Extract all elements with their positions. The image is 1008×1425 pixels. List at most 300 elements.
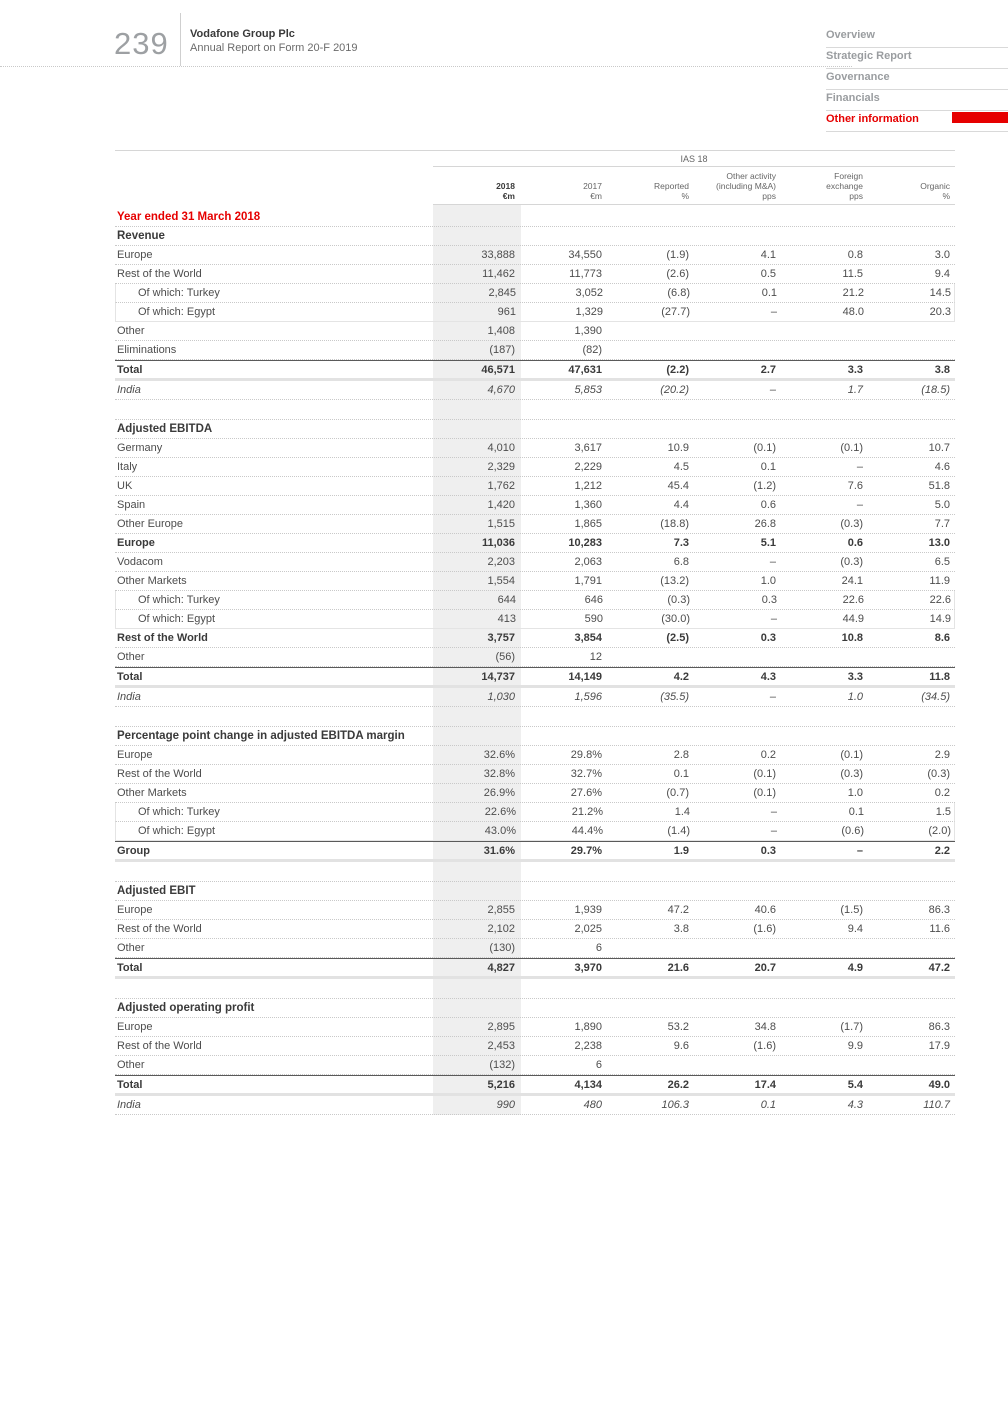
cell: 0.1 — [761, 287, 777, 299]
row-label: Revenue — [117, 230, 165, 242]
cell: 14,737 — [481, 670, 515, 683]
row-label: Europe — [117, 537, 155, 549]
cell: (0.3) — [927, 768, 950, 780]
row-label: Of which: Egypt — [138, 825, 216, 837]
cell: 26.8 — [754, 518, 776, 530]
row-label: Total — [117, 1078, 143, 1091]
row-label: Other Markets — [117, 787, 187, 799]
cell: (34.5) — [921, 691, 950, 703]
cell: (2.5) — [666, 632, 689, 644]
column-header: Reported % — [654, 181, 689, 201]
cell: 3,854 — [574, 632, 602, 644]
cell: (0.6) — [841, 825, 864, 837]
table-row — [115, 1096, 955, 1115]
row-label: India — [117, 384, 141, 396]
table-row — [115, 208, 955, 227]
cell: 21.2 — [842, 287, 864, 299]
table-row — [115, 822, 955, 841]
cell: (1.4) — [667, 825, 690, 837]
cell: 48.0 — [842, 306, 864, 318]
cell: 11.5 — [842, 268, 863, 280]
table-row — [115, 458, 955, 477]
cell: (56) — [495, 651, 515, 663]
cell: 2,238 — [574, 1040, 602, 1052]
nav-item-strategic-report[interactable]: Strategic Report — [826, 48, 1008, 69]
cell: 2.2 — [934, 844, 950, 857]
cell: 1,554 — [487, 575, 515, 587]
row-label: Percentage point change in adjusted EBITDA margin — [117, 730, 405, 742]
cell: 44.9 — [842, 613, 864, 625]
cell: – — [769, 384, 776, 396]
cell: 0.1 — [673, 768, 689, 780]
nav-item-financials[interactable]: Financials — [826, 90, 1008, 111]
cell: 3.0 — [934, 249, 950, 261]
cell: 1.4 — [674, 806, 690, 818]
cell: – — [856, 844, 863, 857]
row-label: Rest of the World — [117, 268, 202, 280]
row-label: Rest of the World — [117, 923, 202, 935]
table-section — [115, 881, 955, 979]
cell: 21.6 — [667, 961, 689, 974]
cell: 40.6 — [754, 904, 776, 916]
row-label: Vodacom — [117, 556, 163, 568]
cell: 11.9 — [929, 575, 950, 587]
row-label: Germany — [117, 442, 163, 454]
cell: 10.7 — [928, 442, 950, 454]
cell: 990 — [496, 1099, 515, 1111]
financial-table — [115, 150, 955, 1115]
cell: 6.8 — [673, 556, 689, 568]
table-section — [115, 208, 955, 400]
cell: 4.3 — [847, 1099, 863, 1111]
row-label: Europe — [117, 749, 153, 761]
cell: – — [769, 691, 776, 703]
cell: 2.8 — [673, 749, 689, 761]
cell: 24.1 — [841, 575, 863, 587]
row-label: Total — [117, 363, 143, 376]
cell: 0.3 — [760, 632, 776, 644]
cell: 1,890 — [574, 1021, 602, 1033]
cell: 480 — [583, 1099, 602, 1111]
table-row — [115, 227, 955, 246]
active-section-marker — [952, 112, 1008, 123]
cell: (0.1) — [840, 442, 863, 454]
cell: 1,329 — [575, 306, 603, 318]
cell: 33,888 — [481, 249, 515, 261]
cell: 9.6 — [673, 1040, 689, 1052]
cell: (132) — [489, 1059, 515, 1071]
cell: 45.4 — [667, 480, 689, 492]
cell: 2,895 — [487, 1021, 515, 1033]
table-row — [115, 477, 955, 496]
cell: 6 — [595, 1059, 602, 1071]
cell: 29.7% — [570, 844, 602, 857]
table-row — [115, 534, 955, 553]
cell: 32.8% — [483, 768, 515, 780]
cell: 0.5 — [760, 268, 776, 280]
cell: (20.2) — [660, 384, 689, 396]
cell: 51.8 — [928, 480, 950, 492]
cell: 31.6% — [483, 844, 515, 857]
row-label: Of which: Turkey — [138, 287, 220, 299]
nav-item-other-information[interactable]: Other information — [826, 111, 1008, 132]
cell: 20.3 — [929, 306, 951, 318]
cell: 3,617 — [574, 442, 602, 454]
cell: 7.6 — [847, 480, 863, 492]
cell: 4.3 — [760, 670, 776, 683]
cell: (18.5) — [921, 384, 950, 396]
row-label: Of which: Turkey — [138, 806, 220, 818]
cell: (18.8) — [660, 518, 689, 530]
row-label: Adjusted EBIT — [117, 885, 196, 897]
row-label: Other — [117, 1059, 145, 1071]
cell: 14.9 — [929, 613, 951, 625]
cell: 646 — [584, 594, 603, 606]
brand-block — [190, 28, 358, 55]
row-label: Group — [117, 844, 150, 857]
cell: 17.4 — [754, 1078, 776, 1091]
cell: 4,670 — [487, 384, 515, 396]
cell: (1.6) — [753, 923, 776, 935]
cell: 4,134 — [574, 1078, 602, 1091]
cell: 1.0 — [847, 691, 863, 703]
row-label: Rest of the World — [117, 768, 202, 780]
table-row — [115, 667, 955, 688]
cell: 5,216 — [487, 1078, 515, 1091]
cell: 1,360 — [574, 499, 602, 511]
table-row — [115, 939, 955, 958]
cell: 9.9 — [847, 1040, 863, 1052]
cell: 10,283 — [568, 537, 602, 549]
table-row — [115, 688, 955, 707]
cell: 2,025 — [574, 923, 602, 935]
table-row — [115, 999, 955, 1018]
table-row — [115, 746, 955, 765]
cell: 4.5 — [673, 461, 689, 473]
cell: 4.1 — [760, 249, 776, 261]
cell: 11,773 — [569, 268, 602, 280]
row-label: Europe — [117, 1021, 153, 1033]
cell: (27.7) — [661, 306, 690, 318]
cell: 0.6 — [760, 499, 776, 511]
table-row — [115, 420, 955, 439]
table-body — [115, 205, 955, 1115]
cell: 47,631 — [568, 363, 602, 376]
cell: 110.7 — [923, 1099, 950, 1111]
cell: (82) — [582, 344, 602, 356]
cell: 0.3 — [760, 844, 776, 857]
cell: 2,229 — [574, 461, 602, 473]
table-section — [115, 998, 955, 1115]
table-row — [115, 1037, 955, 1056]
cell: (1.9) — [666, 249, 689, 261]
cell: 10.8 — [841, 632, 863, 644]
cell: 27.6% — [570, 787, 602, 799]
column-header: 2017 €m — [583, 181, 602, 201]
cell: 47.2 — [928, 961, 950, 974]
cell: 2,845 — [488, 287, 516, 299]
row-label: Other Europe — [117, 518, 184, 530]
row-label: Other — [117, 942, 145, 954]
row-label: UK — [117, 480, 133, 492]
cell: – — [856, 461, 863, 473]
table-row — [115, 284, 955, 303]
cell: 3,052 — [575, 287, 603, 299]
cell: 1,390 — [574, 325, 602, 337]
cell: 1,939 — [574, 904, 602, 916]
row-label: Europe — [117, 249, 153, 261]
table-row — [115, 265, 955, 284]
row-label: India — [117, 691, 141, 703]
cell: 12 — [589, 651, 602, 663]
cell: (1.5) — [840, 904, 863, 916]
cell: 43.0% — [484, 825, 516, 837]
cell: (187) — [489, 344, 515, 356]
row-label: Other — [117, 651, 145, 663]
cell: 1,408 — [487, 325, 515, 337]
cell: (0.1) — [753, 787, 776, 799]
cell: 9.4 — [847, 923, 863, 935]
cell: 0.6 — [847, 537, 863, 549]
table-row — [115, 901, 955, 920]
cell: 22.6% — [484, 806, 516, 818]
table-row — [115, 727, 955, 746]
cell: (2.2) — [666, 363, 689, 376]
cell: (130) — [489, 942, 515, 954]
cell: 29.8% — [570, 749, 602, 761]
cell: 1.0 — [760, 575, 776, 587]
table-row — [115, 496, 955, 515]
cell: 49.0 — [928, 1078, 950, 1091]
table-row — [115, 381, 955, 400]
cell: 961 — [497, 306, 516, 318]
cell: 21.2% — [571, 806, 603, 818]
column-headers — [433, 167, 955, 205]
column-header: Foreign exchange pps — [826, 171, 863, 201]
column-header: Other activity (including M&A) pps — [716, 171, 776, 201]
row-label: Rest of the World — [117, 1040, 202, 1052]
cell: 20.7 — [754, 961, 776, 974]
table-row — [115, 1018, 955, 1037]
cell: (35.5) — [660, 691, 689, 703]
cell: (30.0) — [661, 613, 690, 625]
cell: 7.7 — [934, 518, 950, 530]
cell: 2,855 — [487, 904, 515, 916]
header-divider — [180, 13, 181, 66]
table-section — [115, 726, 955, 862]
cell: 86.3 — [928, 904, 950, 916]
cell: 0.3 — [761, 594, 777, 606]
column-header: 2018 €m — [496, 181, 515, 201]
cell: 1,420 — [487, 499, 515, 511]
table-row — [115, 920, 955, 939]
cell: 0.1 — [760, 1099, 776, 1111]
cell: 32.7% — [570, 768, 602, 780]
brand-title: Vodafone Group Plc — [190, 28, 295, 40]
cell: (13.2) — [660, 575, 689, 587]
cell: 2.7 — [760, 363, 776, 376]
table-row — [115, 341, 955, 360]
cell: – — [770, 825, 777, 837]
row-label: Eliminations — [117, 344, 177, 356]
cell: – — [856, 499, 863, 511]
cell: 3.8 — [934, 363, 950, 376]
row-label: Adjusted operating profit — [117, 1002, 255, 1014]
cell: 590 — [584, 613, 603, 625]
cell: 106.3 — [661, 1099, 689, 1111]
cell: 644 — [497, 594, 516, 606]
row-label: Year ended 31 March 2018 — [117, 211, 261, 223]
cell: 11.6 — [929, 923, 950, 935]
cell: – — [770, 806, 777, 818]
table-row — [115, 1056, 955, 1075]
cell: 2,203 — [487, 556, 515, 568]
row-label: India — [117, 1099, 141, 1111]
table-row — [115, 784, 955, 803]
brand-subtitle: Annual Report on Form 20-F 2019 — [190, 42, 358, 54]
cell: 2,329 — [487, 461, 515, 473]
row-label: Other Markets — [117, 575, 187, 587]
row-label: Of which: Egypt — [138, 306, 216, 318]
cell: 9.4 — [934, 268, 950, 280]
table-row — [115, 553, 955, 572]
table-row — [115, 958, 955, 979]
cell: 14,149 — [568, 670, 602, 683]
cell: 32.6% — [483, 749, 515, 761]
cell: (0.7) — [666, 787, 689, 799]
header-rule — [0, 66, 852, 67]
cell: 1.0 — [847, 787, 863, 799]
table-row — [115, 1075, 955, 1096]
cell: 1,030 — [487, 691, 515, 703]
cell: 26.2 — [667, 1078, 689, 1091]
cell: 47.2 — [667, 904, 689, 916]
row-label: Total — [117, 670, 143, 683]
cell: (2.0) — [928, 825, 951, 837]
cell: 4,827 — [487, 961, 515, 974]
cell: 2,453 — [487, 1040, 515, 1052]
cell: 1.7 — [847, 384, 863, 396]
cell: 4,010 — [487, 442, 515, 454]
cell: 86.3 — [928, 1021, 950, 1033]
cell: (0.1) — [753, 768, 776, 780]
ias-group-header: IAS 18 — [433, 151, 955, 167]
cell: 1,596 — [574, 691, 602, 703]
cell: 3.3 — [847, 363, 863, 376]
cell: 1,762 — [487, 480, 515, 492]
cell: 1.9 — [673, 844, 689, 857]
cell: (0.3) — [840, 518, 863, 530]
cell: 22.6 — [929, 594, 951, 606]
table-row — [115, 515, 955, 534]
cell: (0.1) — [840, 749, 863, 761]
table-row — [115, 629, 955, 648]
cell: – — [770, 613, 777, 625]
cell: 8.6 — [934, 632, 950, 644]
cell: 22.6 — [842, 594, 864, 606]
cell: (0.3) — [667, 594, 690, 606]
cell: 2,102 — [487, 923, 515, 935]
cell: (0.3) — [840, 768, 863, 780]
cell: 46,571 — [481, 363, 515, 376]
cell: 6 — [595, 942, 602, 954]
cell: 26.9% — [483, 787, 515, 799]
row-label: Spain — [117, 499, 146, 511]
cell: 4.6 — [934, 461, 950, 473]
cell: 6.5 — [934, 556, 950, 568]
cell: 34,550 — [568, 249, 602, 261]
cell: 3,757 — [487, 632, 515, 644]
table-row — [115, 610, 955, 629]
table-row — [115, 648, 955, 667]
table-row — [115, 439, 955, 458]
cell: (1.2) — [753, 480, 776, 492]
cell: 5.0 — [934, 499, 950, 511]
cell: 44.4% — [571, 825, 603, 837]
row-label: Europe — [117, 904, 153, 916]
nav-item-governance[interactable]: Governance — [826, 69, 1008, 90]
cell: 1,791 — [574, 575, 602, 587]
row-label: Other — [117, 325, 145, 337]
cell: 3,970 — [574, 961, 602, 974]
row-label: Italy — [117, 461, 138, 473]
cell: 2.9 — [934, 749, 950, 761]
table-row — [115, 591, 955, 610]
table-row — [115, 841, 955, 862]
cell: (0.1) — [753, 442, 776, 454]
cell: 34.8 — [754, 1021, 776, 1033]
cell: 14.5 — [929, 287, 951, 299]
cell: 53.2 — [667, 1021, 689, 1033]
cell: (6.8) — [667, 287, 690, 299]
cell: 3.8 — [673, 923, 689, 935]
cell: 5.4 — [847, 1078, 863, 1091]
cell: 11.8 — [929, 670, 950, 683]
cell: 5.1 — [760, 537, 776, 549]
nav-item-overview[interactable]: Overview — [826, 27, 1008, 48]
cell: (0.3) — [840, 556, 863, 568]
cell: 0.1 — [848, 806, 864, 818]
page-number: 239 — [114, 26, 169, 61]
cell: 0.2 — [760, 749, 776, 761]
row-label: Of which: Turkey — [138, 594, 220, 606]
cell: 0.8 — [847, 249, 863, 261]
cell: 13.0 — [928, 537, 950, 549]
table-row — [115, 803, 955, 822]
cell: 4.2 — [673, 670, 689, 683]
cell: 0.1 — [760, 461, 776, 473]
table-section — [115, 419, 955, 707]
cell: (1.7) — [840, 1021, 863, 1033]
cell: 5,853 — [574, 384, 602, 396]
table-row — [115, 572, 955, 591]
table-row — [115, 303, 955, 322]
row-label: Total — [117, 961, 143, 974]
table-row — [115, 322, 955, 341]
cell: (1.6) — [753, 1040, 776, 1052]
cell: (2.6) — [666, 268, 689, 280]
table-row — [115, 882, 955, 901]
column-header: Organic % — [920, 181, 950, 201]
table-row — [115, 246, 955, 265]
cell: 1,212 — [574, 480, 602, 492]
cell: 1,865 — [574, 518, 602, 530]
cell: 11,036 — [481, 537, 515, 549]
row-label: Rest of the World — [117, 632, 208, 644]
cell: 10.9 — [667, 442, 689, 454]
table-row — [115, 360, 955, 381]
cell: – — [770, 306, 777, 318]
